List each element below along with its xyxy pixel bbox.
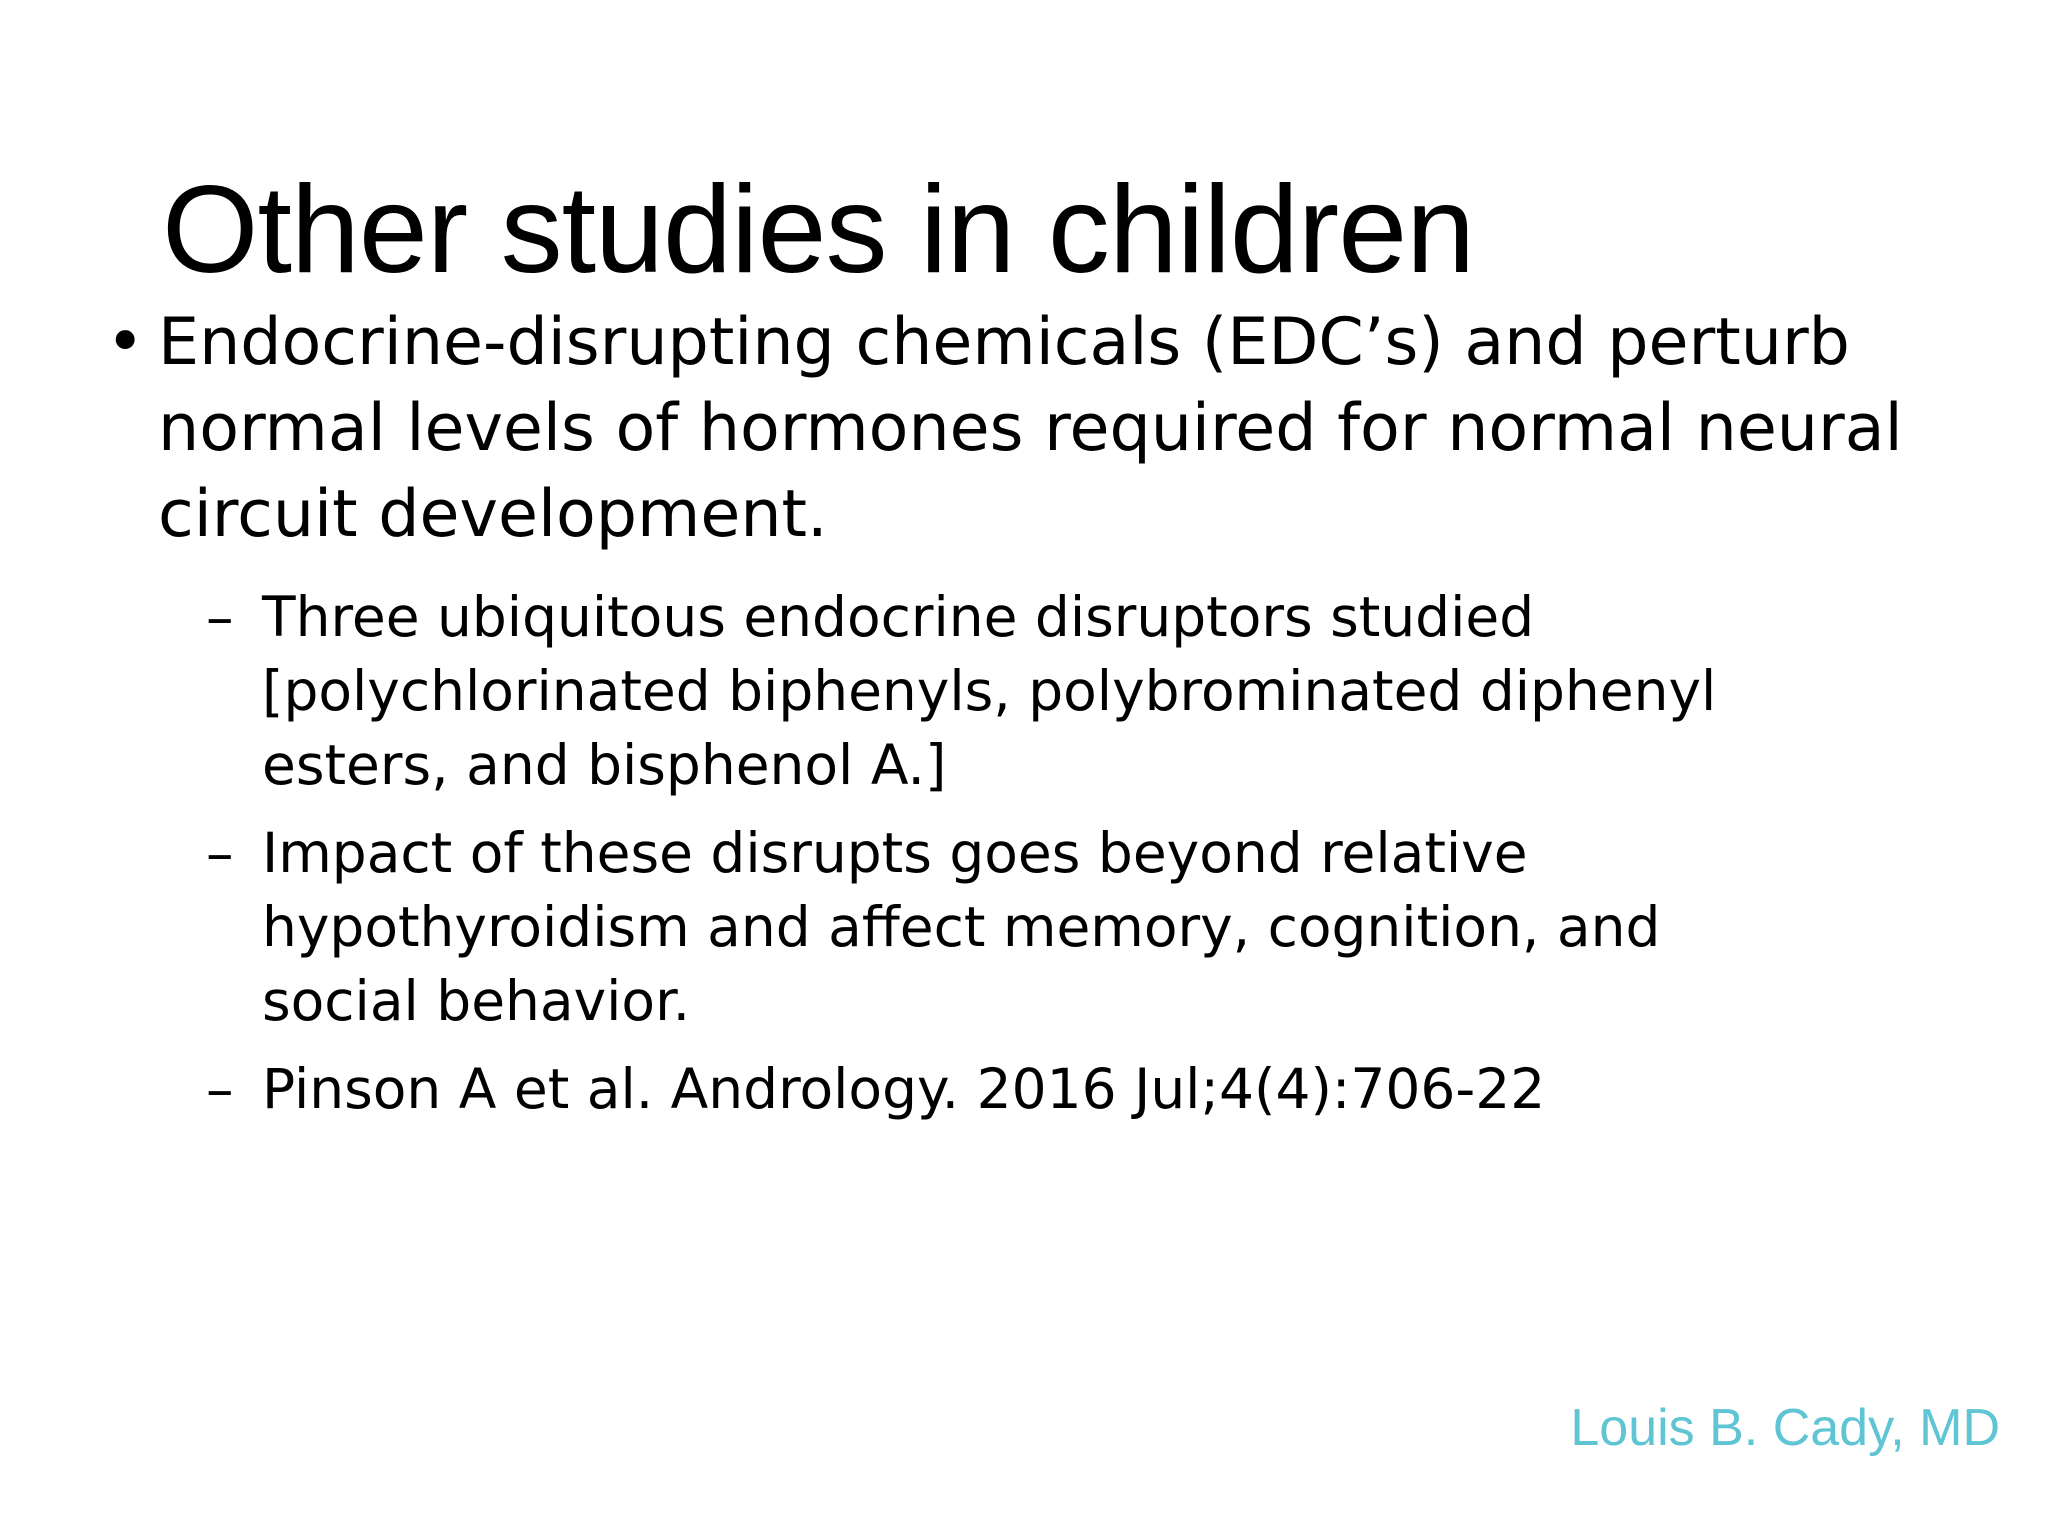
bullet-marker: • — [106, 305, 145, 380]
slide-title: Other studies in children — [162, 161, 1475, 299]
sub-bullet-marker: – — [206, 585, 234, 649]
sub-bullet-item — [206, 1052, 1822, 1126]
author-footer: Louis B. Cady, MD — [1570, 1399, 2000, 1457]
bullet-text: Endocrine-disrupting chemicals (EDC’s) and perturb normal levels of hormones required for normal neural circuit development. — [158, 305, 1903, 552]
sub-bullet-marker: – — [206, 821, 234, 885]
sub-bullet-marker: – — [206, 1057, 234, 1121]
sub-bullet-text: Pinson A et al. Andrology. 2016 Jul;4(4):706-22 — [262, 1057, 1546, 1121]
slide-body — [0, 300, 2048, 1126]
sub-bullet-text: Three ubiquitous endocrine disruptors studied [polychlorinated biphenyls, polybrominated diphenyl esters, and bisphenol A.] — [262, 585, 1717, 797]
sub-bullet-item — [206, 816, 1822, 1038]
sub-bullet-text: Impact of these disrupts goes beyond relative hypothyroidism and affect memory, cognition, and social behavior. — [262, 821, 1661, 1033]
sub-bullet-item — [206, 580, 1822, 802]
bullet-item — [106, 300, 1958, 558]
